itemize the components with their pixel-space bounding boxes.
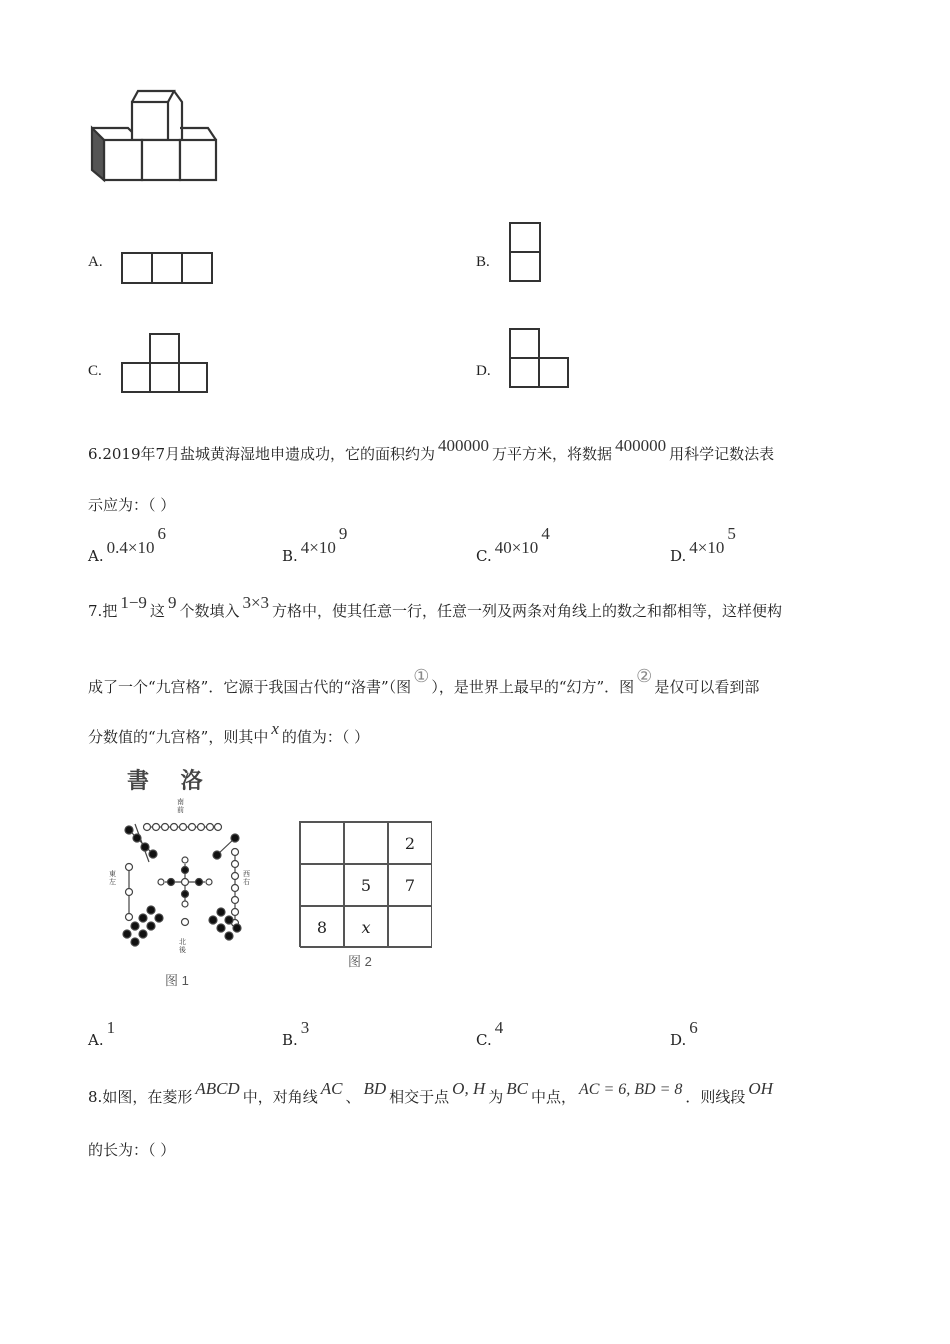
- q8-stem-line2: 的长为：（ ）: [88, 1141, 176, 1159]
- q8-text-4: 为: [488, 1088, 504, 1106]
- q6-text-1: 2019年7月盐城黄海湿地申遗成功，它的面积约为: [102, 445, 436, 463]
- q7-grid-size: 3×3: [242, 593, 270, 612]
- q7-option-a-label: A.: [88, 1031, 104, 1049]
- q7-text-3: 个数填入: [179, 602, 240, 620]
- q7-line3-b: 的值为：（ ）: [281, 728, 370, 746]
- q6-text-2: 万平方米，将数据: [492, 445, 613, 463]
- q8-text-1: 如图，在菱形: [102, 1088, 193, 1106]
- q7-circle-1: ①: [413, 666, 430, 687]
- q5-option-b-figure: [508, 221, 542, 283]
- q5-option-a-figure: [120, 251, 214, 285]
- luoshu-east-label: 東 左: [109, 870, 116, 886]
- grid-cell: 8: [300, 906, 344, 948]
- q7-count: 9: [167, 593, 177, 612]
- q5-option-d-label[interactable]: D.: [476, 363, 491, 379]
- q6-option-a[interactable]: [88, 524, 166, 566]
- luoshu-west-label: 西 右: [243, 870, 250, 886]
- grid-cell: [300, 864, 344, 906]
- q6-option-a-mantissa: 0.4×10: [106, 538, 155, 557]
- q6-option-d[interactable]: [670, 524, 736, 566]
- q7-stem-line3: [88, 719, 370, 747]
- q6-option-b[interactable]: [282, 524, 348, 566]
- q8-given-values: AC = 6, BD = 8: [579, 1081, 683, 1098]
- cube-stack-figure: [88, 88, 228, 188]
- q7-text-1: 把: [102, 602, 118, 620]
- q5-option-c-label[interactable]: C.: [88, 363, 102, 379]
- fig2-caption: 图 2: [348, 954, 372, 969]
- q7-stem-line1: [88, 593, 783, 621]
- q7-option-d[interactable]: [670, 1018, 701, 1050]
- q8-number: 8.: [88, 1088, 103, 1106]
- q8-rhombus-name: ABCD: [195, 1079, 240, 1098]
- q7-text-4: 方格中，使其任意一行，任意一列及两条对角线上的数之和都相等，这样便构: [272, 602, 783, 620]
- q7-circle-2: ②: [636, 666, 653, 687]
- q6-option-d-label: D.: [670, 547, 687, 565]
- q7-option-c-value: 4: [494, 1018, 504, 1037]
- grid-cell: 5: [344, 864, 388, 906]
- q7-text-2: 这: [149, 602, 165, 620]
- q6-option-c-mantissa: 40×10: [494, 538, 539, 557]
- grid-cell: 2: [388, 822, 432, 864]
- luoshu-figure: [105, 762, 280, 992]
- q7-variable: x: [271, 719, 279, 738]
- q6-value-2: 400000: [615, 436, 667, 455]
- q7-line2-a: 成了一个“九宫格”．它源于我国古代的“洛書”（图: [88, 678, 412, 696]
- q5-option-a-label[interactable]: A.: [88, 254, 103, 270]
- luoshu-north-label: 北 後: [179, 938, 186, 954]
- q7-range: 1−9: [120, 593, 147, 612]
- q6-option-d-mantissa: 4×10: [689, 538, 725, 557]
- q6-option-b-label: B.: [282, 547, 298, 565]
- grid-cell: [344, 822, 388, 864]
- luoshu-title: 書 洛: [127, 768, 215, 794]
- q6-stem-line1: [88, 436, 775, 464]
- q6-option-a-exp: 6: [157, 524, 166, 543]
- fig1-caption: 图 1: [165, 973, 189, 988]
- q6-option-c-label: C.: [476, 547, 492, 565]
- q7-option-b-value: 3: [300, 1018, 310, 1037]
- q7-option-d-label: D.: [670, 1031, 687, 1049]
- q6-value-1: 400000: [438, 436, 490, 455]
- q6-option-c[interactable]: [476, 524, 550, 566]
- q8-separator: 、: [345, 1088, 361, 1106]
- q8-stem-line1: [88, 1079, 776, 1107]
- q7-option-d-value: 6: [689, 1018, 698, 1037]
- q7-option-a[interactable]: [88, 1018, 118, 1050]
- q7-option-b[interactable]: [282, 1018, 312, 1050]
- q7-option-a-value: 1: [106, 1018, 116, 1037]
- q6-text-3: 用科学记数法表: [669, 445, 775, 463]
- luoshu-dots: [105, 792, 280, 982]
- q8-text-5: 中点，: [530, 1088, 576, 1106]
- q6-option-a-label: A.: [88, 547, 104, 565]
- q7-line2-c: 是仅可以看到部: [654, 678, 760, 696]
- q8-text-3: 相交于点: [389, 1088, 450, 1106]
- q7-option-c[interactable]: [476, 1018, 506, 1050]
- q5-option-c-figure: [120, 332, 210, 394]
- grid-cell: x: [344, 906, 388, 948]
- q8-side-bc: BC: [506, 1079, 528, 1098]
- q6-number: 6.: [88, 445, 103, 463]
- q6-option-b-exp: 9: [338, 524, 348, 543]
- q6-option-b-mantissa: 4×10: [300, 538, 336, 557]
- q7-option-c-label: C.: [476, 1031, 492, 1049]
- q5-option-d-figure: [508, 327, 570, 389]
- q8-segment-oh: OH: [748, 1079, 773, 1098]
- grid-cell: [300, 822, 344, 864]
- grid-cell: 7: [388, 864, 432, 906]
- q7-number: 7.: [88, 602, 103, 620]
- q8-points: O, H: [452, 1079, 486, 1098]
- q6-option-c-exp: 4: [541, 524, 550, 543]
- q8-diagonal-bd: BD: [363, 1079, 387, 1098]
- grid-cell: [388, 906, 432, 948]
- q8-text-2: 中，对角线: [242, 1088, 318, 1106]
- q7-line3-a: 分数值的“九宫格”，则其中: [88, 728, 269, 746]
- luoshu-south-label: 南 前: [177, 798, 184, 814]
- q7-line2-b: ），是世界上最早的“幻方”．图: [431, 678, 635, 696]
- q8-text-6: ．则线段: [685, 1088, 746, 1106]
- q5-option-b-label[interactable]: B.: [476, 254, 490, 270]
- q6-option-d-exp: 5: [727, 524, 736, 543]
- q6-stem-line2: 示应为：（ ）: [88, 496, 176, 514]
- q7-option-b-label: B.: [282, 1031, 298, 1049]
- q8-diagonal-ac: AC: [320, 1079, 343, 1098]
- q7-stem-line2: [88, 666, 760, 697]
- magic-square-grid: [299, 821, 432, 947]
